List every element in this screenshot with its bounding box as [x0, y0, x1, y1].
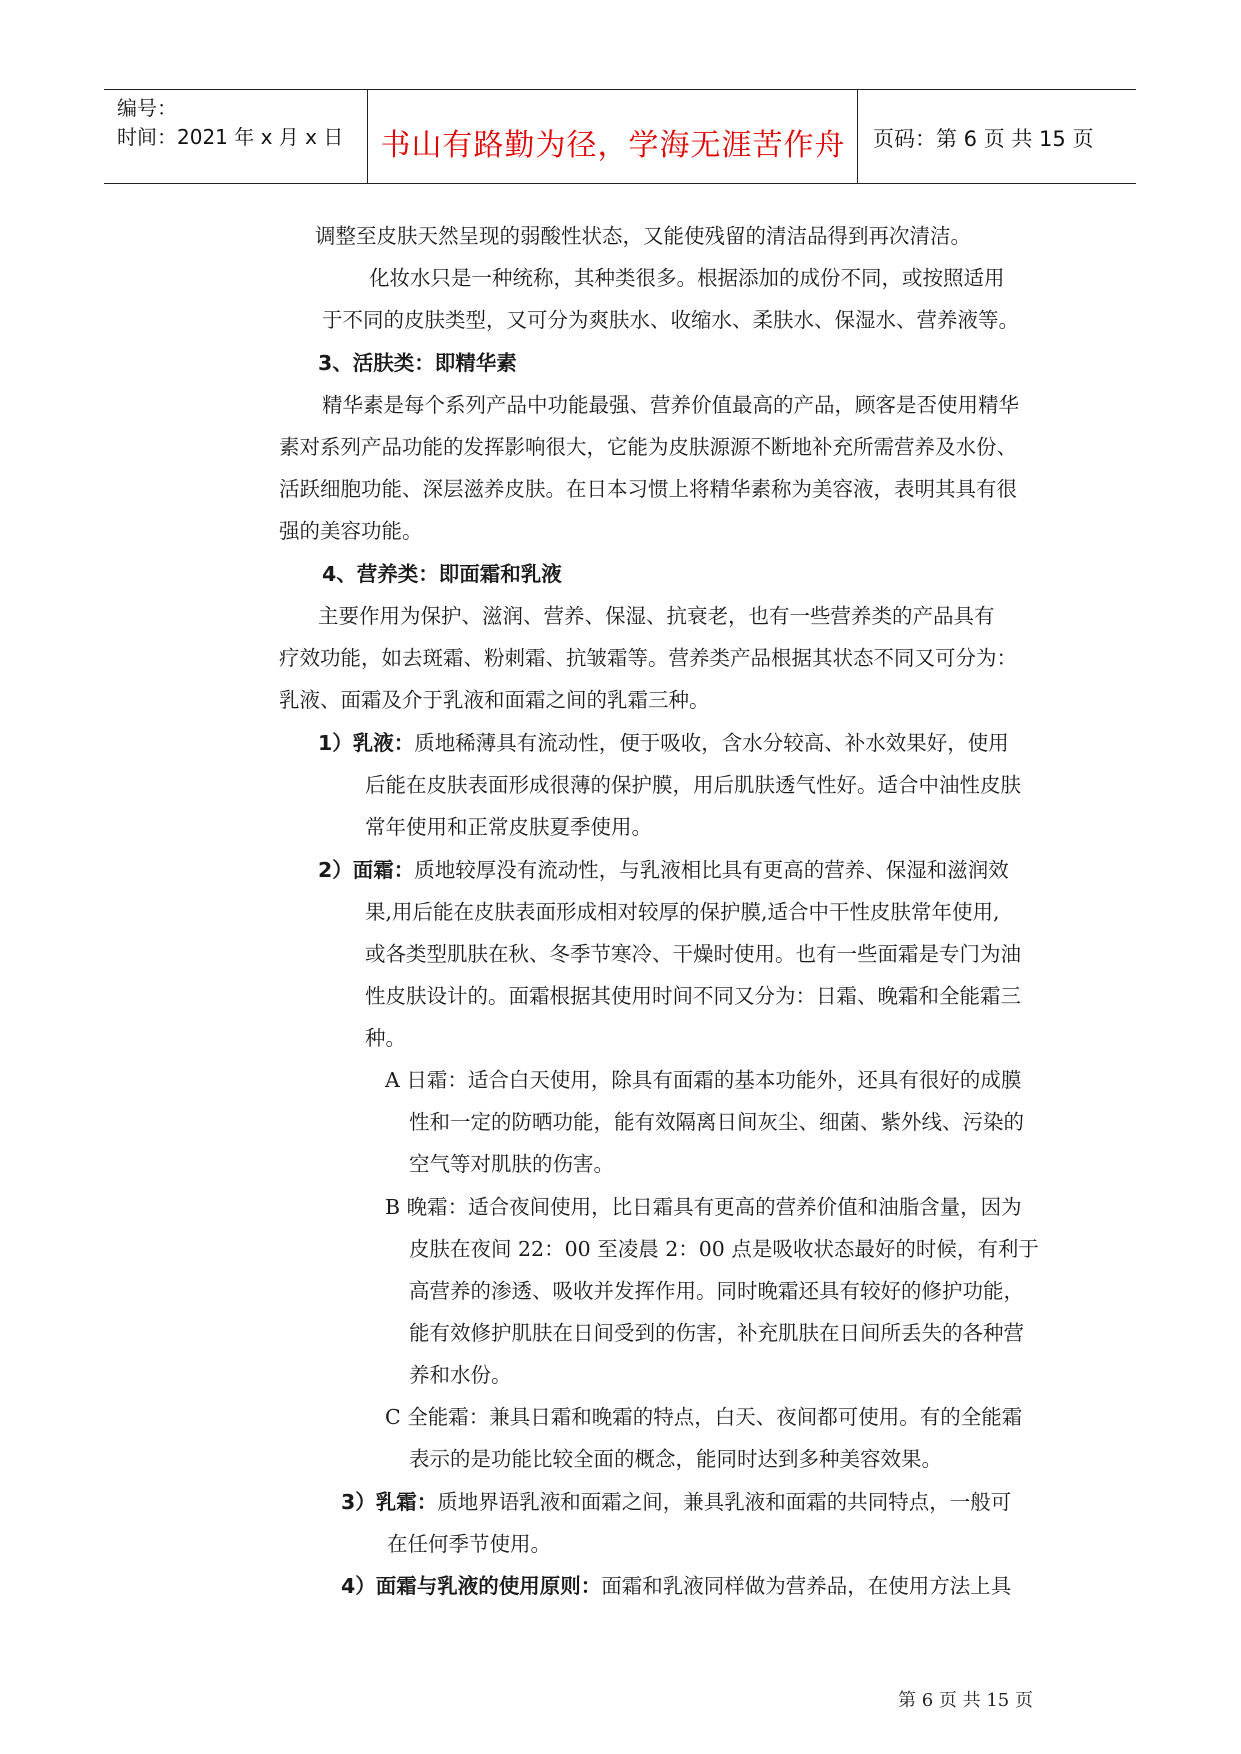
list-item-line: [341, 1572, 1011, 1600]
sub-item-line: 性和一定的防晒功能，能有效隔离日间灰尘、细菌、紫外线、污染的: [409, 1110, 1024, 1134]
paragraph-line: 主要作用为保护、滋润、营养、保湿、抗衰老，也有一些营养类的产品具有: [318, 604, 995, 628]
list-item-label: 2）面霜：: [318, 858, 415, 882]
list-item-line: 性皮肤设计的。面霜根据其使用时间不同又分为：日霜、晚霜和全能霜三: [365, 984, 1021, 1008]
paragraph-line: 素对系列产品功能的发挥影响很大，它能为皮肤源源不断地补充所需营养及水份、: [279, 435, 1017, 459]
document-time-label: 时间：2021 年 x 月 x 日: [117, 125, 344, 149]
header-info-cell: [104, 90, 368, 183]
page-footer: 第 6 页 共 15 页: [898, 1690, 1033, 1711]
header-page-cell: [859, 90, 1136, 183]
sub-item-line: 空气等对肌肤的伤害。: [409, 1152, 614, 1176]
paragraph-line: 于不同的皮肤类型，又可分为爽肤水、收缩水、柔肤水、保湿水、营养液等。: [322, 308, 1019, 332]
list-item-line: 在任何季节使用。: [387, 1532, 551, 1556]
sub-item-line: 高营养的渗透、吸收并发挥作用。同时晚霜还具有较好的修护功能，: [409, 1279, 1024, 1303]
paragraph-line: 化妆水只是一种统称，其种类很多。根据添加的成份不同，或按照适用: [369, 266, 1005, 290]
list-item-line: 后能在皮肤表面形成很薄的保护膜，用后肌肤透气性好。适合中油性皮肤: [365, 773, 1021, 797]
list-item-line: [318, 729, 1009, 757]
list-item-line: [341, 1488, 1011, 1516]
sub-item-line: B 晚霜：适合夜间使用，比日霜具有更高的营养价值和油脂含量，因为: [385, 1195, 1022, 1219]
header-motto: 书山有路勤为径，学海无涯苦作舟: [380, 128, 846, 163]
document-number-label: 编号：: [117, 96, 177, 120]
section-heading: 3、活肤类：即精华素: [318, 351, 517, 375]
paragraph-line: 活跃细胞功能、深层滋养皮肤。在日本习惯上将精华素称为美容液，表明其具有很: [279, 477, 1017, 501]
sub-item-line: C 全能霜：兼具日霜和晚霜的特点，白天、夜间都可使用。有的全能霜: [385, 1405, 1023, 1429]
list-item-text: 质地界语乳液和面霜之间，兼具乳液和面霜的共同特点，一般可: [437, 1490, 1012, 1514]
list-item-label: 1）乳液：: [318, 731, 415, 755]
paragraph-line: 调整至皮肤天然呈现的弱酸性状态，又能使残留的清洁品得到再次清洁。: [315, 224, 971, 248]
header-page-number: 页码：第 6 页 共 15 页: [873, 127, 1094, 151]
sub-item-line: 皮肤在夜间 22：00 至凌晨 2：00 点是吸收状态最好的时候，有利于: [409, 1237, 1039, 1261]
paragraph-line: 精华素是每个系列产品中功能最强、营养价值最高的产品，顾客是否使用精华: [322, 393, 1019, 417]
list-item-line: 或各类型肌肤在秋、冬季节寒冷、干燥时使用。也有一些面霜是专门为油: [365, 942, 1021, 966]
header-motto-cell: [369, 90, 858, 183]
paragraph-line: 乳液、面霜及介于乳液和面霜之间的乳霜三种。: [279, 688, 710, 712]
sub-item-line: 能有效修护肌肤在日间受到的伤害，补充肌肤在日间所丢失的各种营: [409, 1321, 1024, 1345]
sub-item-line: A 日霜：适合白天使用，除具有面霜的基本功能外，还具有很好的成膜: [385, 1068, 1022, 1092]
paragraph-line: 强的美容功能。: [279, 519, 423, 543]
list-item-text: 质地稀薄具有流动性，便于吸收，含水分较高、补水效果好，使用: [414, 731, 1009, 755]
list-item-line: [318, 856, 1009, 884]
section-heading: 4、营养类：即面霜和乳液: [322, 562, 562, 586]
list-item-label: 3）乳霜：: [341, 1490, 438, 1514]
page-header: [104, 89, 1136, 184]
paragraph-line: 疗效功能，如去斑霜、粉刺霜、抗皱霜等。营养类产品根据其状态不同又可分为：: [279, 646, 1017, 670]
sub-item-line: 表示的是功能比较全面的概念，能同时达到多种美容效果。: [409, 1447, 942, 1471]
list-item-label: 4）面霜与乳液的使用原则：: [341, 1574, 602, 1598]
list-item-text: 质地较厚没有流动性，与乳液相比具有更高的营养、保湿和滋润效: [414, 858, 1009, 882]
sub-item-line: 养和水份。: [409, 1363, 512, 1387]
list-item-line: 常年使用和正常皮肤夏季使用。: [365, 815, 652, 839]
list-item-line: 果,用后能在皮肤表面形成相对较厚的保护膜,适合中干性皮肤常年使用,: [365, 900, 1000, 924]
list-item-line: 种。: [365, 1026, 406, 1050]
list-item-text: 面霜和乳液同样做为营养品，在使用方法上具: [601, 1574, 1012, 1598]
